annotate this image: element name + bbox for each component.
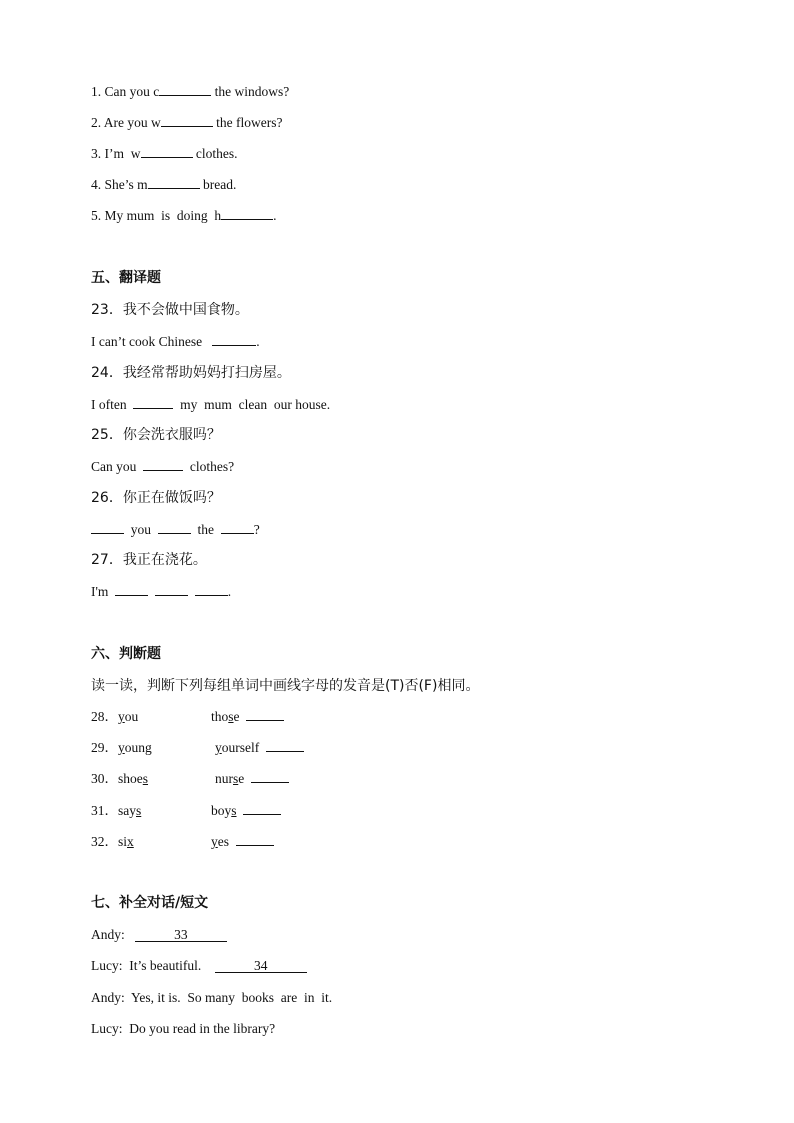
answer-blank[interactable] [246, 708, 284, 721]
section-title-dialogue: 七、补全对话/短文 [91, 895, 209, 911]
answer-blank[interactable] [236, 833, 274, 846]
dialogue-line-2: Lucy: It’s beautiful. 34 [91, 957, 307, 975]
question-30: 30．shoes [91, 771, 149, 786]
question-28-word-b: those [211, 708, 284, 726]
dialogue-line-4: Lucy: Do you read in the library? [91, 1021, 276, 1036]
answer-blank[interactable] [221, 207, 273, 220]
question-32-word-b: yes [211, 833, 274, 851]
question-27-en: I'm . [91, 584, 232, 599]
fill-item-3: 3. I’m w clothes. [91, 146, 238, 161]
fill-item-2: 2. Are you w the flowers? [91, 115, 283, 130]
answer-blank[interactable] [143, 458, 183, 471]
answer-blank[interactable] [161, 114, 213, 127]
answer-blank[interactable] [115, 583, 148, 596]
question-23-cn: 23．我不会做中国食物。 [91, 302, 249, 318]
question-31-word-b: boys [211, 802, 281, 820]
fill-item-5: 5. My mum is doing h . [91, 208, 277, 223]
question-30-word-b: nurse [215, 770, 289, 788]
answer-blank[interactable] [148, 176, 200, 189]
answer-blank-33[interactable]: 33 [135, 929, 227, 942]
answer-blank[interactable] [195, 583, 228, 596]
answer-blank[interactable] [155, 583, 188, 596]
question-27-cn: 27．我正在浇花。 [91, 552, 207, 568]
answer-blank-34[interactable]: 34 [215, 960, 307, 973]
question-32: 32．six [91, 834, 134, 849]
dialogue-line-1: Andy: 33 [91, 926, 227, 944]
dialogue-line-3: Andy: Yes, it is. So many books are in it. [91, 990, 333, 1005]
question-24-en: I often my mum clean our house. [91, 397, 331, 412]
answer-blank[interactable] [133, 396, 173, 409]
answer-blank[interactable] [159, 83, 211, 96]
section-title-judgement: 六、判断题 [91, 646, 161, 662]
answer-blank[interactable] [212, 333, 256, 346]
answer-blank[interactable] [158, 521, 191, 534]
question-24-cn: 24．我经常帮助妈妈打扫房屋。 [91, 365, 291, 381]
answer-blank[interactable] [243, 802, 281, 815]
answer-blank[interactable] [251, 770, 289, 783]
question-23-en: I can’t cook Chinese . [91, 334, 260, 349]
answer-blank[interactable] [266, 739, 304, 752]
question-26-cn: 26．你正在做饭吗？ [91, 490, 221, 506]
answer-blank[interactable] [221, 521, 254, 534]
answer-blank[interactable] [141, 145, 193, 158]
section-instruction: 读一读，判断下列每组单词中画线字母的发音是(T)否(F)相同。 [91, 678, 480, 694]
question-26-en: you the ? [91, 521, 260, 539]
question-28: 28．you [91, 709, 139, 724]
question-25-en: Can you clothes? [91, 459, 235, 474]
question-25-cn: 25．你会洗衣服吗？ [91, 427, 221, 443]
question-29-word-b: yourself [215, 739, 304, 757]
section-title-translation: 五、翻译题 [91, 270, 161, 286]
fill-item-4: 4. She’s m bread. [91, 177, 237, 192]
question-29: 29．young [91, 740, 152, 755]
question-31: 31．says [91, 803, 142, 818]
fill-item-1: 1. Can you c the windows? [91, 84, 290, 99]
answer-blank[interactable] [91, 521, 124, 534]
